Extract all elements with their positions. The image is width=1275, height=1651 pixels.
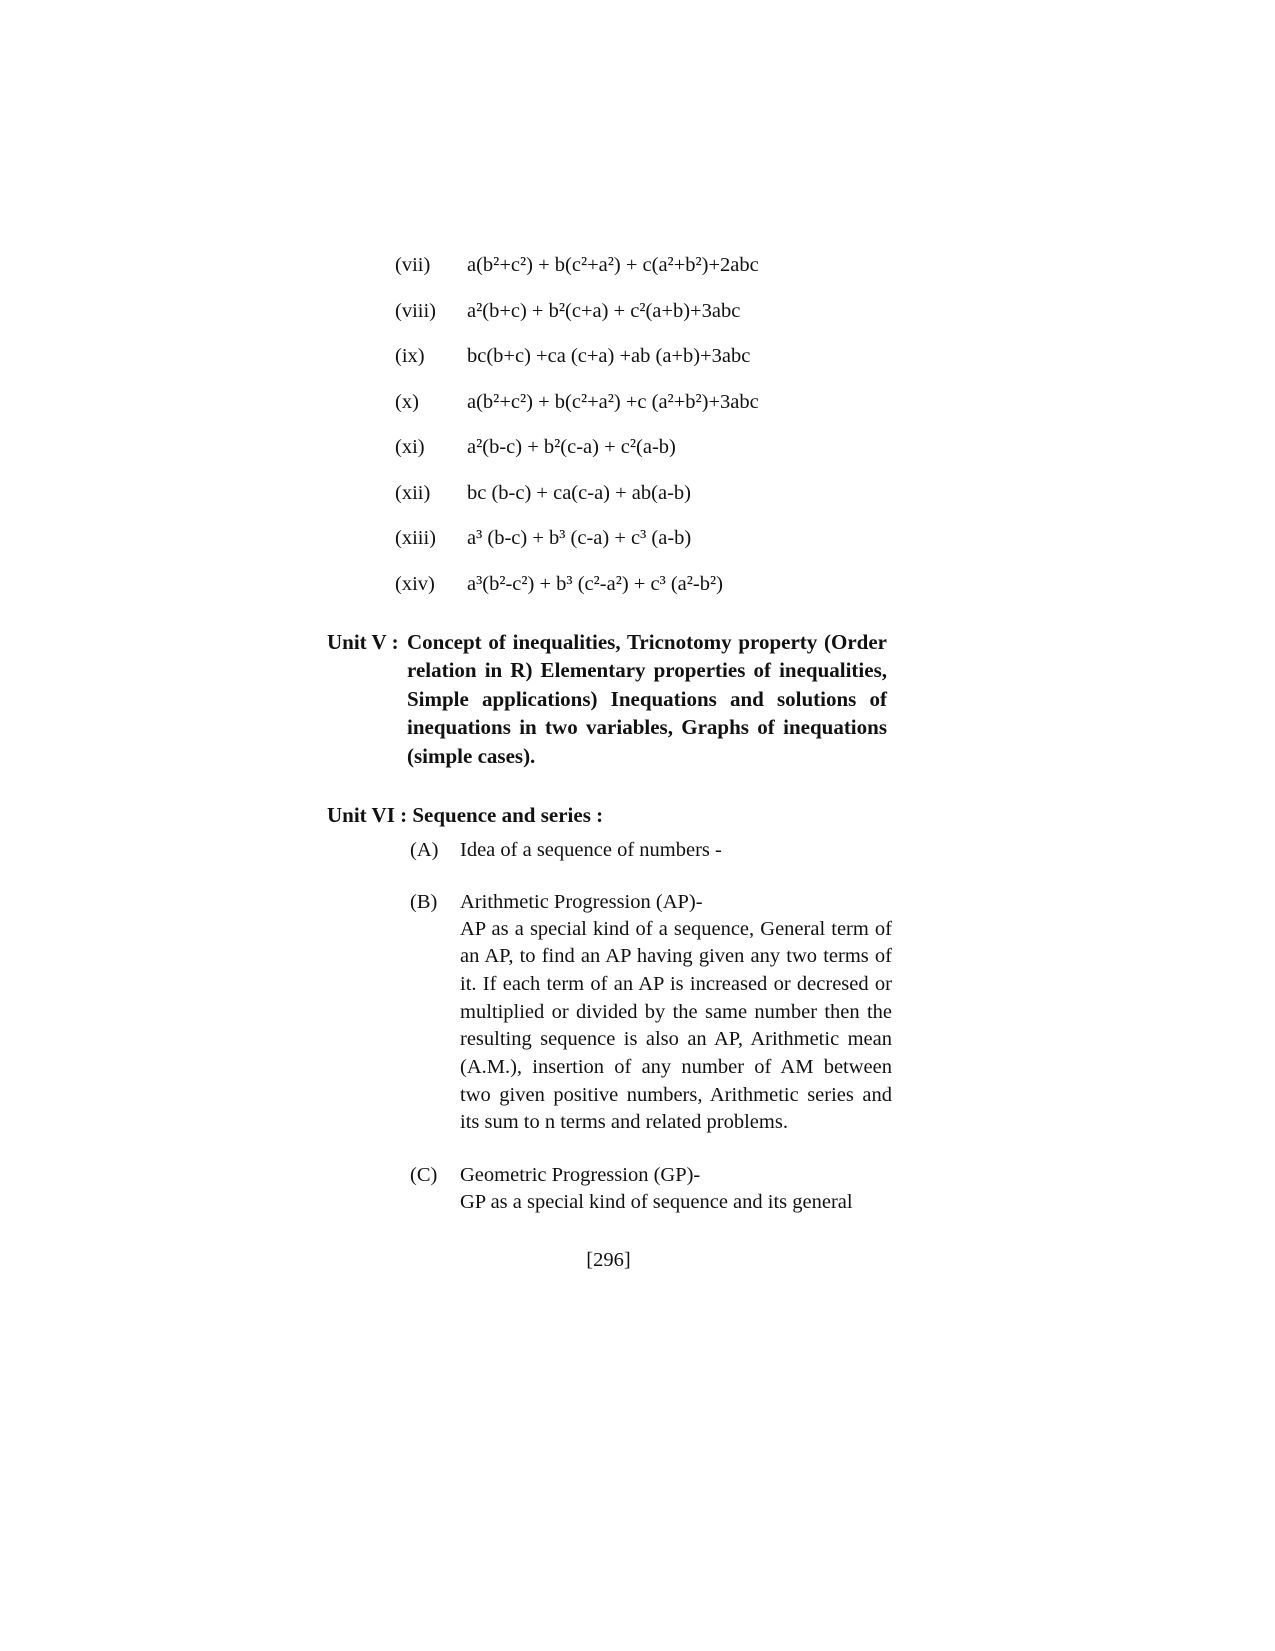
item-title: Geometric Progression (GP)-: [460, 1164, 701, 1187]
item-label: (B): [410, 890, 438, 913]
list-item: [395, 389, 890, 416]
syllabus-item-c: [410, 1161, 890, 1217]
item-label: (C): [410, 1164, 438, 1187]
item-body: AP as a special kind of a sequence, General term of an AP, to find an AP having given any two terms of it. If each term of an AP is increased or decresed or multiplied or divided by the same number then the resulting sequence is also an AP, Arithmetic mean (A.M.), insertion of any number of AM between two given positive numbers, Arithmetic series and its sum to n terms and related problems.: [460, 917, 892, 1134]
unit-vi-title: Sequence and series :: [412, 803, 604, 827]
item-label: (xiv): [395, 572, 435, 595]
list-item: [395, 480, 890, 507]
item-label: (x): [395, 390, 419, 413]
item-expression: a²(b+c) + b²(c+a) + c²(a+b)+3abc: [467, 299, 741, 322]
list-item: [395, 252, 890, 279]
unit-vi-heading: [327, 801, 890, 830]
item-label: (ix): [395, 345, 425, 367]
item-expression: a(b²+c²) + b(c²+a²) +c (a²+b²)+3abc: [467, 390, 759, 413]
item-expression: a²(b-c) + b²(c-a) + c²(a-b): [467, 436, 676, 458]
syllabus-item-head: [410, 888, 890, 916]
syllabus-item-head: [410, 836, 890, 864]
item-label: (vii): [395, 254, 431, 276]
unit-vi-label: Unit VI :: [327, 803, 408, 827]
syllabus-item-b: [410, 888, 890, 1138]
unit-v-section: [327, 628, 890, 771]
item-label: (viii): [395, 299, 436, 322]
page-content: [327, 252, 890, 1272]
item-label: (xi): [395, 436, 425, 458]
item-expression: a³(b²-c²) + b³ (c²-a²) + c³ (a²-b²): [467, 572, 723, 595]
item-title: Arithmetic Progression (AP)-: [460, 890, 703, 913]
unit-v-label: Unit V :: [327, 629, 399, 654]
item-expression: bc(b+c) +ca (c+a) +ab (a+b)+3abc: [467, 345, 751, 367]
item-expression: a³ (b-c) + b³ (c-a) + c³ (a-b): [467, 527, 692, 549]
syllabus-item-a: [410, 836, 890, 864]
syllabus-item-head: [410, 1161, 890, 1189]
unit-v-text: Concept of inequalities, Tricnotomy property (Order relation in R) Elementary properties of inequalities, Simple applications) Inequations and solutions of inequations in two variables, Graphs of inequations (simple cases).: [407, 629, 887, 768]
item-body: GP as a special kind of sequence and its general: [460, 1191, 853, 1214]
item-label: (xii): [395, 481, 431, 504]
item-expression: bc (b-c) + ca(c-a) + ab(a-b): [467, 481, 691, 504]
page-number: [296]: [586, 1248, 631, 1271]
list-item: [395, 343, 890, 370]
item-title: Idea of a sequence of numbers -: [460, 838, 722, 861]
item-label: (A): [410, 838, 439, 861]
list-item: [395, 525, 890, 552]
expression-list: [395, 252, 890, 598]
item-expression: a(b²+c²) + b(c²+a²) + c(a²+b²)+2abc: [467, 254, 759, 276]
item-label: (xiii): [395, 527, 436, 549]
list-item: [395, 434, 890, 461]
list-item: [395, 298, 890, 325]
list-item: [395, 571, 890, 598]
